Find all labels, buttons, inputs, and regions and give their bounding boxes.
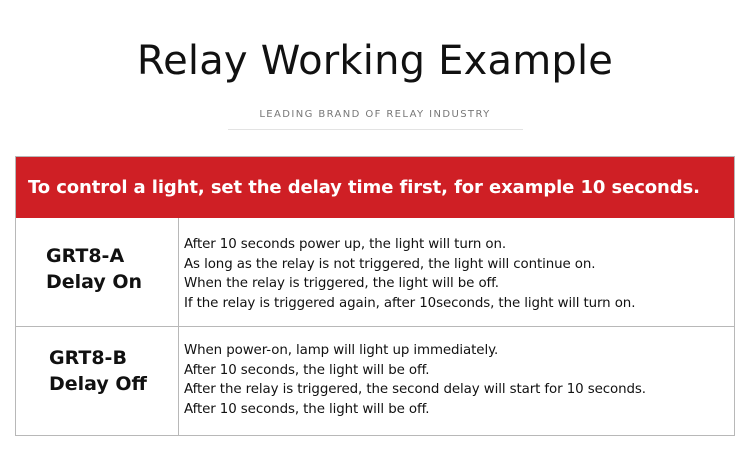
model-cell: [46, 243, 142, 295]
model-mode: Delay Off: [49, 373, 147, 395]
banner-text: To control a light, set the delay time first, for example 10 seconds.: [28, 177, 700, 198]
relay-table: [15, 218, 735, 436]
description-line: When power-on, lamp will light up immediately.: [184, 343, 499, 358]
table-row-grt8-b: [16, 327, 734, 435]
description-cell: [184, 341, 646, 419]
description-line: After the relay is triggered, the second delay will start for 10 seconds.: [184, 382, 646, 398]
model-name: GRT8-A: [46, 245, 125, 267]
subtitle-divider: [228, 129, 523, 130]
model-mode: Delay On: [46, 271, 143, 293]
description-line: When the relay is triggered, the light will be off.: [184, 276, 499, 292]
page-subtitle: LEADING BRAND OF RELAY INDUSTRY: [259, 109, 491, 120]
description-line: As long as the relay is not triggered, the light will continue on.: [184, 256, 596, 272]
description-line: After 10 seconds, the light will be off.: [184, 401, 430, 417]
description-cell: [184, 235, 635, 313]
table-row-grt8-a: [16, 218, 734, 327]
description-line: If the relay is triggered again, after 10seconds, the light will turn on.: [184, 295, 636, 311]
instruction-banner: [15, 156, 735, 218]
description-line: After 10 seconds power up, the light will turn on.: [184, 237, 507, 252]
model-name: GRT8-B: [49, 347, 127, 369]
model-cell: [49, 345, 147, 397]
description-line: After 10 seconds, the light will be off.: [184, 362, 430, 378]
page-title: Relay Working Example: [136, 38, 614, 84]
